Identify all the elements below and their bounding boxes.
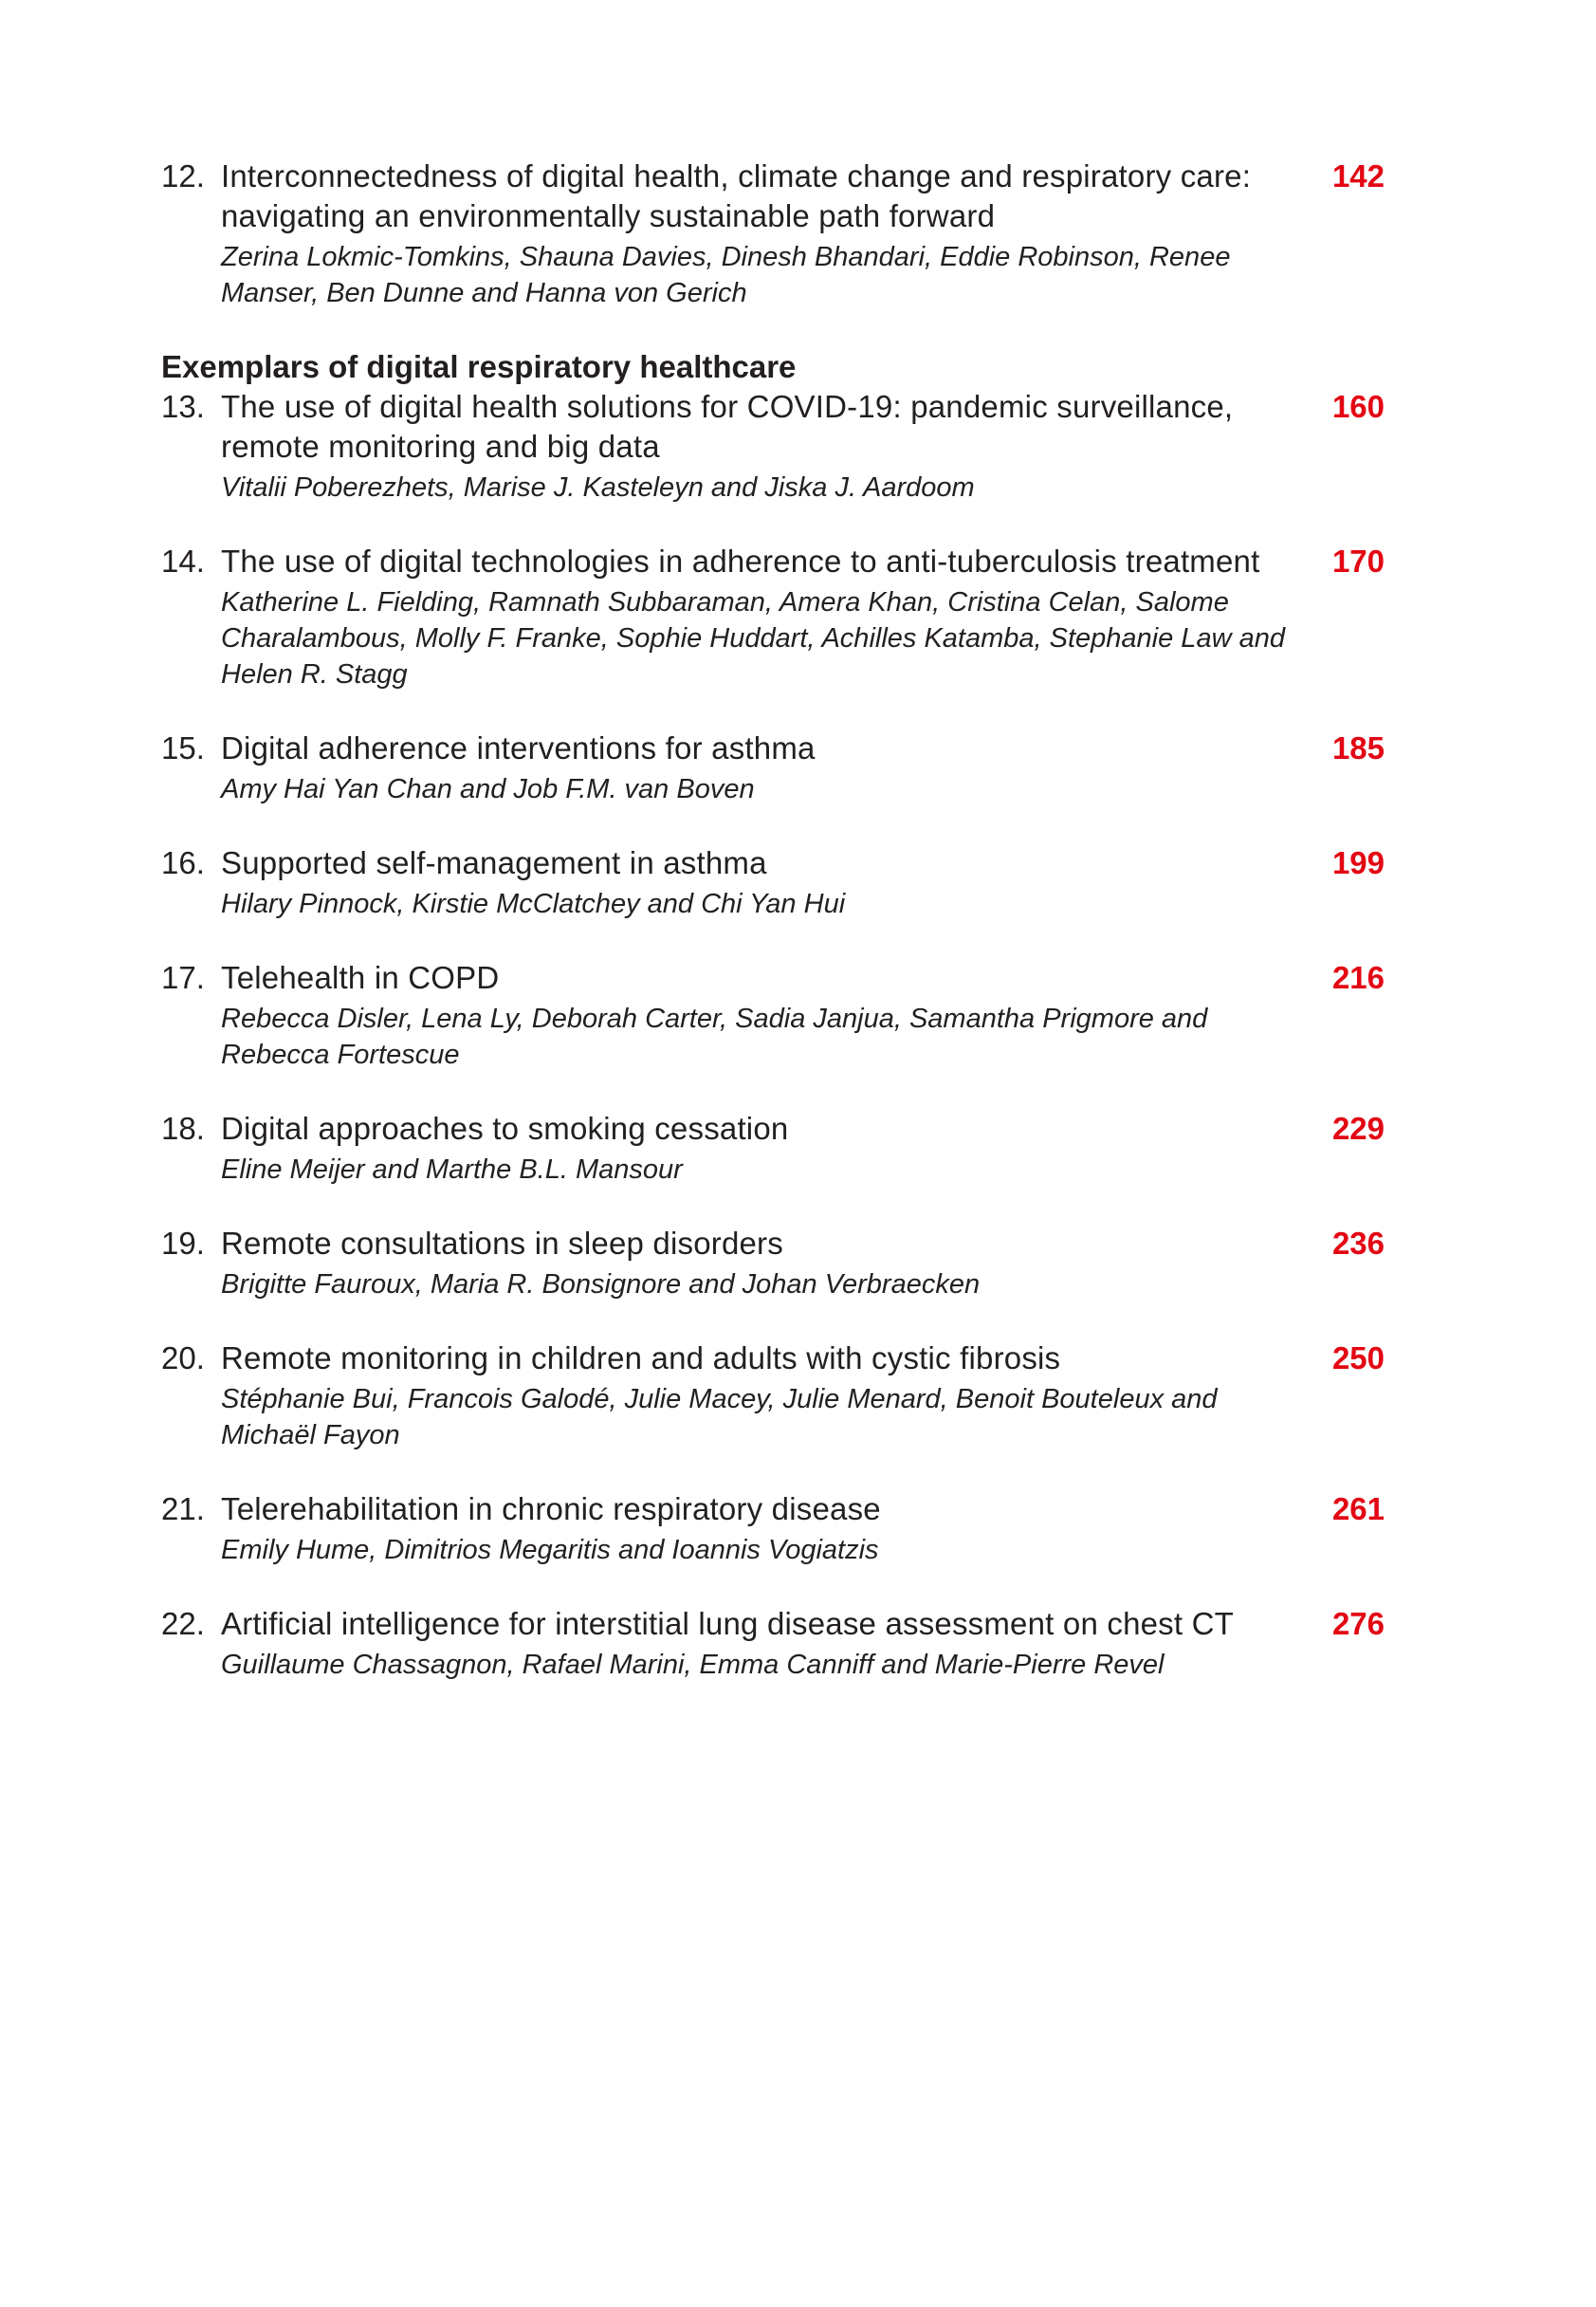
entry-title[interactable]: Telerehabilitation in chronic respiratory disease: [221, 1491, 881, 1526]
entry-title[interactable]: The use of digital health solutions for COVID-19: pandemic surveillance, remote monitoring and big data: [221, 389, 1234, 464]
entry-body: [221, 1489, 1302, 1568]
entry-body: [221, 1224, 1302, 1302]
entry-body: [221, 157, 1302, 311]
entry-authors: Hilary Pinnock, Kirstie McClatchey and Chi Yan Hui: [221, 889, 846, 919]
entry-page-number[interactable]: 236: [1331, 1226, 1385, 1261]
toc-entry-18[interactable]: [161, 1109, 1385, 1188]
entry-number: 22.: [161, 1606, 205, 1641]
entry-body: [221, 1604, 1302, 1683]
entry-authors: Katherine L. Fielding, Ramnath Subbaraman, Amera Khan, Cristina Celan, Salome Charalambous, Molly F. Franke, Sophie Huddart, Achilles Katamba, Stephanie Law and Helen R. Stagg: [221, 587, 1285, 690]
toc-entry-14[interactable]: [161, 542, 1385, 692]
entry-number: 13.: [161, 389, 205, 424]
entry-authors: Amy Hai Yan Chan and Job F.M. van Boven: [221, 774, 755, 804]
entry-page-number[interactable]: 229: [1331, 1111, 1385, 1146]
entry-authors: Guillaume Chassagnon, Rafael Marini, Emma Canniff and Marie-Pierre Revel: [221, 1650, 1165, 1680]
entry-title[interactable]: Supported self-management in asthma: [221, 845, 767, 880]
entry-title[interactable]: The use of digital technologies in adherence to anti-tuberculosis treatment: [221, 544, 1260, 579]
toc-entry-17[interactable]: [161, 958, 1385, 1073]
entry-body: [221, 542, 1302, 692]
entry-page-number[interactable]: 170: [1331, 544, 1385, 579]
entry-number: 18.: [161, 1111, 205, 1146]
table-of-contents: [161, 157, 1385, 1719]
toc-entry-16[interactable]: [161, 843, 1385, 922]
entry-authors: Vitalii Poberezhets, Marise J. Kasteleyn and Jiska J. Aardoom: [221, 472, 975, 503]
entry-title[interactable]: Telehealth in COPD: [221, 960, 500, 995]
entry-page-number[interactable]: 250: [1331, 1340, 1385, 1375]
entry-number: 15.: [161, 730, 205, 766]
entry-body: [221, 1109, 1302, 1188]
entry-number: 21.: [161, 1491, 205, 1526]
entry-authors: Eline Meijer and Marthe B.L. Mansour: [221, 1154, 683, 1185]
entry-number: 19.: [161, 1226, 205, 1261]
entry-body: [221, 729, 1302, 807]
entry-title[interactable]: Artificial intelligence for interstitial lung disease assessment on chest CT: [221, 1606, 1235, 1641]
entry-authors: Stéphanie Bui, Francois Galodé, Julie Macey, Julie Menard, Benoit Bouteleux and Michaël Fayon: [221, 1384, 1218, 1450]
entry-body: [221, 1338, 1302, 1453]
entry-authors: Emily Hume, Dimitrios Megaritis and Ioannis Vogiatzis: [221, 1535, 879, 1565]
entry-page-number[interactable]: 216: [1331, 960, 1385, 995]
entry-page-number[interactable]: 261: [1331, 1491, 1385, 1526]
toc-entry-22[interactable]: [161, 1604, 1385, 1683]
entry-title[interactable]: Digital adherence interventions for asthma: [221, 730, 816, 766]
entry-page-number[interactable]: 185: [1331, 730, 1385, 766]
toc-entry-19[interactable]: [161, 1224, 1385, 1302]
toc-entry-15[interactable]: [161, 729, 1385, 807]
toc-entry-12[interactable]: [161, 157, 1385, 311]
entry-authors: Zerina Lokmic-Tomkins, Shauna Davies, Dinesh Bhandari, Eddie Robinson, Renee Manser, Ben Dunne and Hanna von Gerich: [221, 242, 1231, 308]
entry-body: [221, 387, 1302, 506]
entry-body: [221, 958, 1302, 1073]
entry-number: 12.: [161, 158, 205, 194]
entry-page-number[interactable]: 160: [1331, 389, 1385, 424]
toc-entry-13[interactable]: [161, 387, 1385, 506]
entry-body: [221, 843, 1302, 922]
entry-number: 14.: [161, 544, 205, 579]
entry-number: 20.: [161, 1340, 205, 1375]
toc-entry-21[interactable]: [161, 1489, 1385, 1568]
entry-title[interactable]: Remote consultations in sleep disorders: [221, 1226, 783, 1261]
entry-page-number[interactable]: 276: [1331, 1606, 1385, 1641]
entry-page-number[interactable]: 142: [1331, 158, 1385, 194]
toc-entry-20[interactable]: [161, 1338, 1385, 1453]
entry-title[interactable]: Digital approaches to smoking cessation: [221, 1111, 789, 1146]
section-heading: Exemplars of digital respiratory healthcare: [161, 349, 797, 384]
entry-number: 16.: [161, 845, 205, 880]
entry-title[interactable]: Remote monitoring in children and adults with cystic fibrosis: [221, 1340, 1061, 1375]
entry-number: 17.: [161, 960, 205, 995]
entry-authors: Brigitte Fauroux, Maria R. Bonsignore and Johan Verbraecken: [221, 1269, 981, 1300]
entry-title[interactable]: Interconnectedness of digital health, climate change and respiratory care: navigating an environmentally sustainable path forward: [221, 158, 1252, 233]
entry-page-number[interactable]: 199: [1331, 845, 1385, 880]
entry-authors: Rebecca Disler, Lena Ly, Deborah Carter, Sadia Janjua, Samantha Prigmore and Rebecca Fortescue: [221, 1004, 1208, 1070]
